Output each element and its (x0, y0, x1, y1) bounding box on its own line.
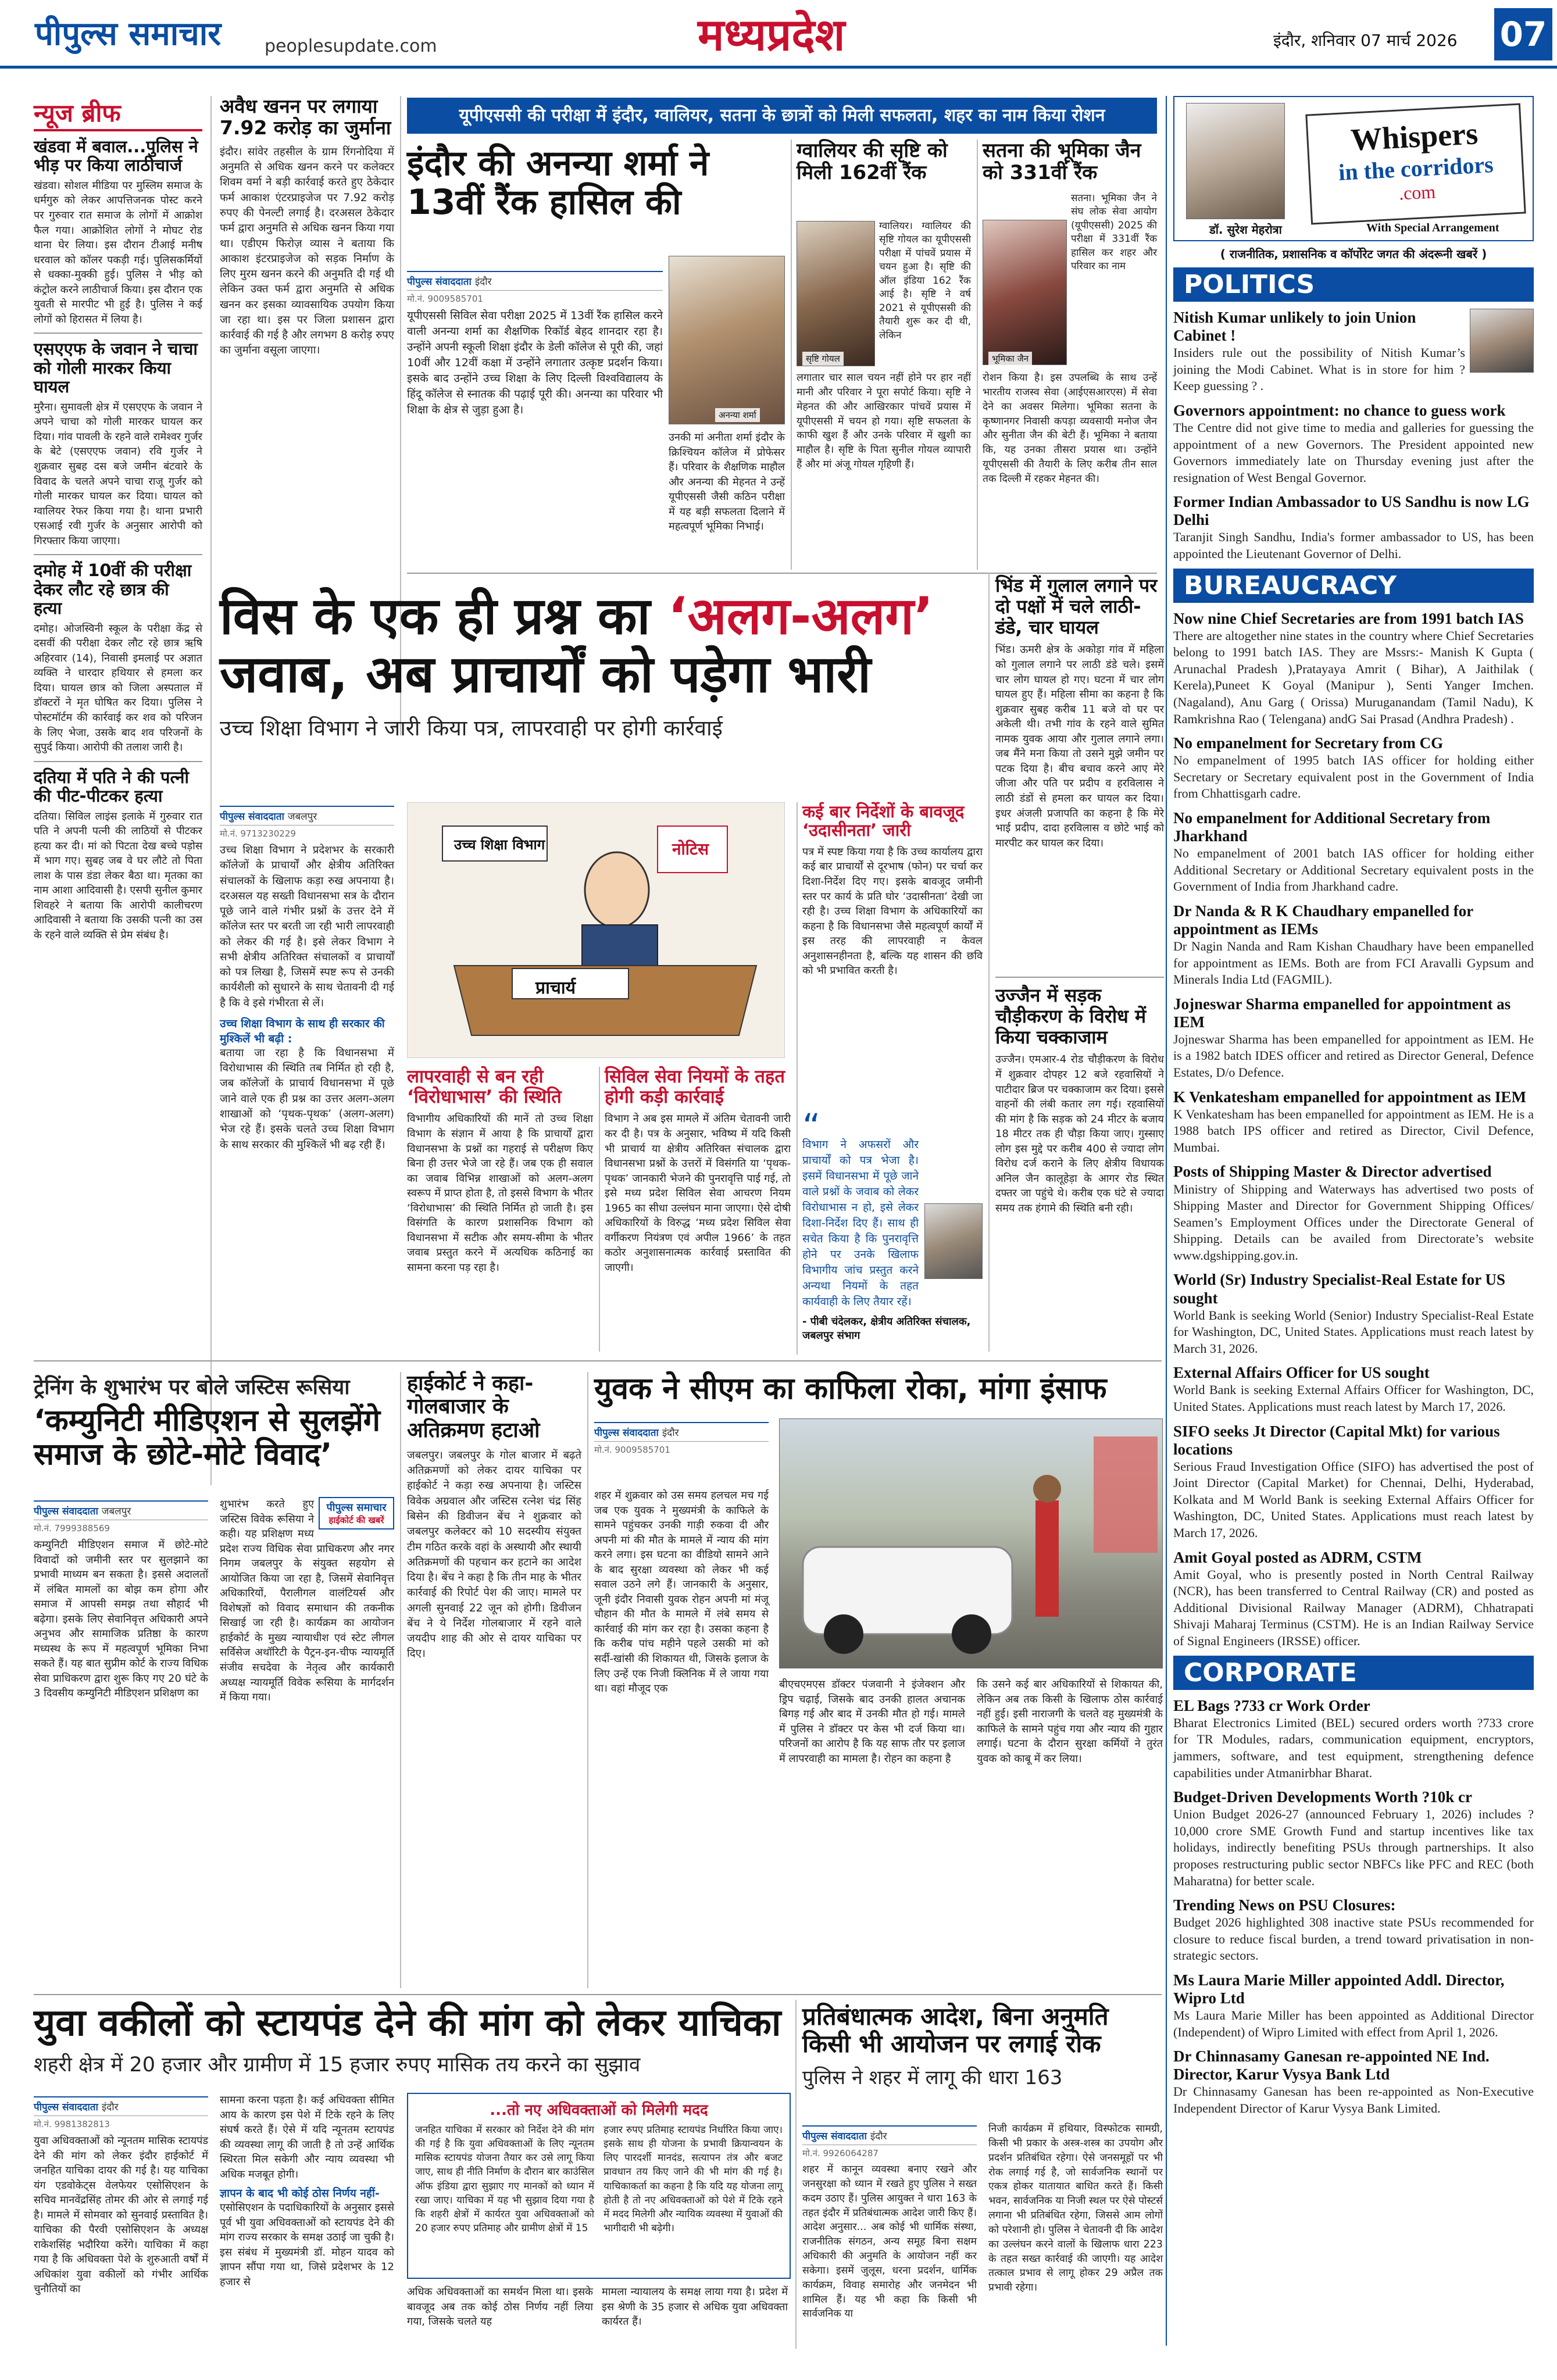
page-number: 07 (1494, 8, 1552, 60)
logo-paper-name: पीपुल्स समाचार (326, 1502, 387, 1514)
upsc-gwalior-text: ग्वालियर। ग्वालियर की सृष्टि गोयल का यूपीएससी परीक्षा में पांचवें प्रयास में चयन हुआ है। सृष्टि की ऑल इंडिया 162 रैंक आई है। सृष्टि ने वर्ष 2021 से यूपीएससी की तैयारी शुरू कर दी थी, लेकिन (879, 220, 971, 341)
item-text: Dr Nagin Nanda and Ram Kishan Chaudhary have been empanelled for appointment as IEMs. Both are from FCI Aravalli Gypsum and Minerals India Ltd (FAGMIL). (1173, 938, 1534, 987)
upsc-satna-story (983, 140, 1157, 184)
column-rule (210, 96, 212, 1485)
upsc-gwalior-title: ग्वालियर की सृष्टि को मिली 162वीं रैंक (797, 139, 948, 185)
nitish-kumar-photo (1470, 309, 1534, 373)
column-rule (791, 140, 792, 570)
lawyers-text-2: सामना करना पड़ता है। कई अधिवक्ता सीमित आय के कारण इस पेशे में टिके रहने के लिए संघर्ष करते हैं। ऐसे में यदि न्यूनतम स्टायपंड की व्यवस्था लागू की जाती है तो उन्हें आर्थिक स्थिरता मिल सकेगी और न्याय व्यवस्था भी अधिक मजबूत होगी। (220, 2094, 394, 2181)
divider (34, 333, 202, 334)
logo-line-3: .com (1398, 181, 1437, 204)
item-head: EL Bags ?733 cr Work Order (1173, 1696, 1370, 1714)
section-politics: POLITICS (1173, 267, 1534, 302)
politics-item (1173, 309, 1534, 395)
column-rule (587, 1372, 588, 1988)
principals-title-line2: जवाब, अब प्राचार्यों को पड़ेगा भारी (220, 644, 871, 705)
cm-convoy-story (594, 1372, 1164, 1406)
golbazar-text: जबलपुर। जबलपुर के गोल बाजार में बढ़ते अतिक्रमणों को लेकर दायर याचिका पर हाईकोर्ट ने कड़ा रुख अपनाया है। जस्टिस विवेक अग्रवाल और जस्टिस रत्नेश चंद्र सिंह बिसेन की डिवीजन बेंच ने शुक्रवार को जबलपुर कलेक्टर को 10 सदस्यीय संयुक्त टीम गठित करके वहां के अस्थायी और स्थायी अतिक्रमणों की पहचान कर हटाने का आदेश दिया है। बेंच ने कहा है कि तीन माह के भीतर कार्रवाई की रिपोर्ट पेश की जाए। मामले पर अगली सुनवाई 22 जून को होगी। डिवीजन बेंच ने ये निर्देश गोलबाजार में रहने वाले जयदीप शाह की ओर से दायर याचिका पर दिए। (407, 1449, 581, 1660)
logo-line-2: in the corridors (1338, 151, 1494, 185)
item-head: Jojneswar Sharma empanelled for appointment as IEM (1173, 995, 1511, 1031)
dateline: इंदौर, शनिवार 07 मार्च 2026 (1273, 31, 1458, 50)
column-rule (977, 140, 978, 570)
convoy-photo (779, 1418, 1163, 1668)
item-text: Bharat Electronics Limited (BEL) secured orders worth ?733 crore for TR Modules, radars, communication equipment, encryptors, jammers, software, and test equipment, strengthening defence capabilities under Atmanirbhar Bharat. (1173, 1715, 1534, 1780)
box-text: विभाग ने अब इस मामले में अंतिम चेतावनी जारी कर दी है। पत्र के अनुसार, भविष्य में यदि किसी भी प्राचार्य या क्षेत्रीय अतिरिक्त संचालक द्वारा विधानसभा प्रश्नों के उत्तरों में विसंगति या ‘पृथक-पृथक’ जानकारी भेजने की पुनरावृत्ति पाई गई, तो इसे मध्य प्रदेश सिविल सेवा आचरण नियम 1965 का सीधा उल्लंघन माना जाएगा। ऐसे दोषी अधिकारियों के विरुद्ध ‘मध्य प्रदेश सिविल सेवा वर्गीकरण नियंत्रण एवं अपील 1966’ के तहत कठोर अनुशासनात्मक कार्रवाई प्रस्तावित की जाएगी। (605, 1113, 791, 1274)
box-text: विभागीय अधिकारियों की मानें तो उच्च शिक्षा विभाग के संज्ञान में आया है कि प्राचार्यों द्वारा विधानसभा के प्रश्नों का गहराई से परीक्षण किए बिना ही उत्तर भेजे जा रहे हैं। जब एक ही सवाल का जवाब विभिन्न शाखाओं को अलग-अलग स्वरूप में प्राप्त होता है, तो इससे विभाग के भीतर ‘विरोधाभास’ की स्थिति निर्मित हो जाती है। इस विसंगति के कारण प्रशासनिक विभाग को विधानसभा में सटीक और समय-सीमा के भीतर जवाब प्रस्तुत करने में अत्यधिक कठिनाई का सामना करना पड़ रहा है। (407, 1113, 593, 1274)
item-head: Posts of Shipping Master & Director advertised (1173, 1163, 1492, 1181)
cm-convoy-title: युवक ने सीएम का काफिला रोका, मांगा इंसाफ (594, 1371, 1107, 1406)
mediation-story (34, 1372, 406, 1471)
arrangement-note: With Special Arrangement (1366, 221, 1499, 234)
brief-title: दतिया में पति ने की पत्नी की पीट-पीटकर हत्या (34, 767, 189, 806)
lawyers-text-4: अधिक अधिवक्ताओं का समर्थन मिला था। इसके बावजूद अब तक कोई ठोस निर्णय नहीं लिया गया, जिसके चलते यह (407, 2286, 593, 2328)
section-title: मध्यप्रदेश (698, 9, 845, 60)
brief-title: दमोह में 10वीं की परीक्षा देकर लौट रहे छात्र की हत्या (34, 560, 192, 619)
lawyers-text-5: मामला न्यायालय के समक्ष लाया गया है। प्रदेश में इस श्रेणी के 35 हजार से अधिक युवा अधिवक्ता कार्यरत हैं। (602, 2286, 788, 2328)
item-text: Taranjit Singh Sandhu, India's former ambassador to US, has been appointed the Lieutenant Governor of Delhi. (1173, 530, 1534, 561)
mediation-text: कम्युनिटी मीडिएशन समाज में छोटे-मोटे विवादों को जमीनी स्तर पर सुलझाने का प्रभावी माध्यम बन सकता है। इससे अदालतों में लंबित मामलों का बोझ कम होगा और समाज में आपसी समझ तथा सौहार्द भी बढ़ेगा। इसके लिए सेवानिवृत्त अधिकारी अपने अनुभव और सामाजिक प्रतिष्ठा के कारण मध्यस्थ के रूप में महत्वपूर्ण भूमिका निभा सकते हैं। यह बात सुप्रीम कोर्ट के राज्य विधिक सेवा प्राधिकरण द्वारा शुरू किए गए 20 घंटे के 3 दिवसीय कम्युनिटी मीडिएशन प्रशिक्षण का (34, 1539, 208, 1700)
news-brief-label: न्यूज ब्रीफ (34, 96, 202, 131)
box-title: ...तो नए अधिवक्ताओं को मिलेगी मदद (490, 2102, 708, 2119)
principals-box-2 (605, 1067, 791, 1275)
section163-body (802, 2122, 977, 2321)
principals-body (220, 802, 394, 1153)
principals-title-quote: ‘अलग-अलग’ (668, 586, 934, 646)
upsc-satna-title: सतना की भूमिका जैन को 331वीं रैंक (983, 139, 1141, 185)
mediation-body (34, 1497, 208, 1701)
principals-subhead: उच्च शिक्षा विभाग के साथ ही सरकार की मुश्किलें भी बढ़ी : (220, 1017, 385, 1045)
byline: पीपुल्स संवाददाता इंदौर (407, 271, 663, 291)
mobile-number: मो.नं. 9009585701 (594, 1445, 670, 1455)
highcourt-logo (319, 1497, 394, 1530)
principals-subtitle: उच्च शिक्षा विभाग ने जारी किया पत्र, लापरवाही पर होगी कार्रवाई (220, 715, 723, 741)
item-head: World (Sr) Industry Specialist-Real Estate for US sought (1173, 1271, 1505, 1307)
item-head: No empanelment for Additional Secretary from Jharkhand (1173, 809, 1491, 845)
lawyers-subtitle: शहरी क्षेत्र में 20 हजार और ग्रामीण में 15 हजार रुपए मासिक तय करने का सुझाव (34, 2053, 641, 2077)
item-head: No empanelment for Secretary from CG (1173, 734, 1444, 752)
principals-headline (220, 587, 976, 742)
section163-story (802, 2003, 1163, 2090)
mobile-number: मो.नं. 7999388569 (34, 1523, 110, 1534)
author-photo (1186, 103, 1285, 219)
column-rule (988, 573, 990, 1352)
cm-convoy-body (594, 1418, 769, 1459)
mobile-number: मो.नं. 9009585701 (407, 294, 483, 304)
item-head: Dr Nanda & R K Chaudhary empanelled for appointment as IEMs (1173, 902, 1473, 938)
brief-item (34, 340, 202, 548)
box-text-2: हजार रुपए प्रतिमाह स्टायपंड निर्धारित किया जाए। इसके साथ ही योजना के प्रभावी क्रियान्वयन के लिए पारदर्शी मानदंड, सत्यापन तंत्र और बजट प्रावधान तय किए जाने की भी मांग की गई है। याचिकाकर्ता का कहना है कि यदि यह योजना लागू होती है तो नए अधिवक्ताओं को पेशे में टिके रहने में मदद मिलेगी और न्यायिक व्यवस्था में युवाओं की भागीदारी भी बढ़ेगी। (603, 2124, 783, 2234)
lawyers-box (407, 2093, 791, 2279)
official-quote (802, 1106, 983, 1342)
item-head: Governors appointment: no chance to guess work (1173, 401, 1506, 419)
convoy-photo-drawing (780, 1419, 1163, 1669)
brief-text: मुरैना। सुमावली क्षेत्र में एसएएफ के जवान ने अपने चाचा को गोली मारकर घायल कर दिया। गांव पावली के रहने वाले रामेश्वर गुर्जर के बेटे (एसएएफ जवान) रवि गुर्जर ने शुक्रवार सुबह दस बजे जमीन बंटवारे के विवाद के चलते अपने चाचा राजू गुर्जर को गोली मारकर घायल कर दिया। घायल को ग्वालियर रेफर किया गया है। थाना प्रभारी एसआई रवी गुर्जर के अनुसार आरोपी को गिरफ्तार किया जाएगा। (34, 401, 202, 547)
item-text: No empanelment of 2001 batch IAS officer for holding either Additional Secretary or Additional Secretary equivalent posts in the Government of India from Jharkhand cadre. (1173, 846, 1534, 894)
cartoon-notice: नोटिस (672, 839, 709, 859)
photo-caption: भूमिका जैन (988, 352, 1032, 366)
brief-text: दतिया। सिविल लाइंस इलाके में गुरुवार रात पति ने अपनी पत्नी की लाठियों से पीटकर हत्या कर दी। मां को पिटता देख बच्चे पड़ोस में भाग गए। सुबह जब वे घर लौटे तो पिता लाश के पास डंडा लेकर बैठा था। मृतका का नाम आशा आदिवासी है। एसपी सुनील कुमार शिवहरे ने बताया कि आरोपी कालीचरण आदिवासी ने बताया कि उसकी पत्नी का उस के रहने वाले व्यक्ति से प्रेम संबंध है। (34, 810, 202, 941)
item-head: External Affairs Officer for US sought (1173, 1364, 1430, 1382)
column-rule (795, 2000, 797, 2349)
upsc-gwalior-story (797, 140, 971, 184)
item-head: Former Indian Ambassador to US Sandhu is now LG Delhi (1173, 493, 1530, 529)
section163-text-2: निजी कार्यक्रम में हथियार, विस्फोटक सामग्री, किसी भी प्रकार के अस्त्र-शस्त्र का उपयोग और प्रदर्शन प्रतिबंधित रहेगा। ऐसे जनसमूहों पर भी रोक लगाई गई है, जो सार्वजनिक स्थानों पर एकत्र होकर यातायात बाधित करते हैं। किसी भवन, सार्वजनिक या निजी स्थल पर ऐसे पोस्टर्स लगाना भी प्रतिबंधित रहेगा, जिससे आम लोगों को परेशानी हो। पुलिस ने चेतावनी दी कि आदेश का उल्लंघन करने वालों के खिलाफ धारा 223 के तहत सख्त कार्रवाई की जाएगी। यह आदेश तत्काल प्रभाव से लागू होकर 29 अप्रैल तक प्रभावी रहेगा। (988, 2123, 1163, 2294)
lawyers-text-3: एसोसिएशन के पदाधिकारियों के अनुसार इससे पूर्व भी युवा अधिवक्ताओं को स्टायपंड देने की मांग राज्य सरकार के समक्ष उठाई जा चुकी है। इस संबंध में मुख्यमंत्री डॉ. मोहन यादव को ज्ञापन सौंपा गया था, जिसे प्रदेशभर के 12 हजार से (220, 2202, 394, 2289)
upsc-banner: यूपीएससी की परीक्षा में इंदौर, ग्वालियर, सतना के छात्रों को मिली सफलता, शहर का नाम किया रोशन (407, 98, 1157, 134)
logo-line-1: Whispers (1349, 116, 1479, 158)
box-title: कई बार निर्देशों के बावजूद ‘उदासीनता’ जारी (802, 802, 965, 841)
brief-title: खंडवा में बवाल...पुलिस ने भीड़ पर किया लाठीचार्ज (34, 137, 198, 176)
byline: पीपुल्स संवाददाता जबलपुर (220, 806, 394, 826)
box-title: सिविल सेवा नियमों के तहत होगी कड़ी कार्रवाई (605, 1066, 785, 1107)
item-text: No empanelment of 1995 batch IAS officer for holding either Secretary or Secretary equivalent post in the Government of India from Chhattisgarh cadre. (1173, 753, 1534, 801)
mediation-body-2 (220, 1497, 394, 1705)
quote-text: विभाग ने अफसरों और प्राचार्यों को पत्र भेजा है। इसमें विधानसभा में पूछे जाने वाले प्रश्नों के जवाब को लेकर विरोधाभास न हो, इसे लेकर दिशा-निर्देश दिए हैं। साथ ही सचेत किया है कि पुनरावृत्ति होने पर उनके खिलाफ विभागीय जांच प्रस्तुत करने अन्यथा नियमों के तहत कार्यवाही के लिए तैयार रहें। (802, 1138, 919, 1308)
whispers-logo (1305, 103, 1526, 224)
lawyers-title: युवा वकीलों को स्टायपंड देने की मांग को लेकर याचिका (34, 2002, 781, 2045)
upsc-satna-text-2: रोशन किया है। इस उपलब्धि के साथ उन्हें भारतीय राजस्व सेवा (आईएसआरएस) में सेवा देने का अवसर मिलेगा। भूमिका सतना के कृष्णानगर निवासी कपड़ा व्यवसायी मनोज जैन और सुनीता जैन की बेटी हैं। भूमिका ने बताया कि, यह उनका तीसरा प्रयास था। उन्होंने यूपीएससी की तैयारी के लिए करीब तीन साल तक दिल्ली में रहकर मेहनत की। (983, 372, 1157, 485)
byline: पीपुल्स संवाददाता इंदौर (802, 2125, 977, 2145)
cartoon-sign: उच्च शिक्षा विभाग (454, 837, 545, 853)
principals-text-2: बताया जा रहा है कि विधानसभा में विरोधाभास की स्थिति तब निर्मित हो रही है, जब कॉलेजों के प्राचार्य विधानसभा में पूछे जाने वाले एक ही प्रश्न का उत्तर अलग-अलग शाखाओं को ‘पृथक-पृथक’ (अलग-अलग) भेज रहे हैं। इसके चलते उच्च शिक्षा विभाग के साथ सरकार की मुश्किलें भी बढ़ रही हैं। (220, 1046, 394, 1151)
item-text: Serious Fraud Investigation Office (SIFO) has advertised the post of Joint Director (Capital Market) for Chennai, Delhi, Hyderabad, Kolkata and M World Bank is seeking External Affairs Officer for Washington, DC, United States. Applications must reach latest by March 17, 2026. (1173, 1459, 1534, 1541)
item-text: World Bank is seeking External Affairs Officer for Washington, DC, United States. Applications must reach latest by March 17, 2026. (1173, 1382, 1534, 1414)
golbazar-story (407, 1372, 581, 1662)
item-head: Budget-Driven Developments Worth ?10k cr (1173, 1788, 1472, 1806)
item-text: K Venkatesham has been empanelled for appointment as IEM. He is a 1988 batch IPS officer and retired as Director, Civil Defence, Mumbai. (1173, 1106, 1534, 1155)
item-text: Insiders rule out the possibility of Nitish Kumar’s joining the Modi Cabinet. What is in store for him ? Keep guessing ? . (1173, 345, 1465, 394)
item-head: K Venkatesham empanelled for appointment as IEM (1173, 1088, 1527, 1106)
mediation-kicker: ट्रेनिंग के शुभारंभ पर बोले जस्टिस रूसिया (34, 1375, 350, 1399)
mediation-title: ‘कम्युनिटी मीडिएशन से सुलझेंगे समाज के छोटे-मोटे विवाद’ (34, 1403, 381, 1473)
golbazar-title: हाईकोर्ट ने कहा-गोलबाजार के अतिक्रमण हटाओ (407, 1371, 540, 1442)
box-text: जनहित याचिका में सरकार को निर्देश देने की मांग की गई है कि युवा अधिवक्ताओं के लिए न्यूनतम मासिक स्टायपंड योजना तैयार कर उसे लागू किया जाए, साथ ही नीति निर्माण के दौरान बार काउंसिल ऑफ इंडिया द्वारा सुझाए गए मानकों को ध्यान में रखा जाए। याचिका में यह भी सुझाव दिया गया है कि शहरी क्षेत्रों में कार्यरत युवा अधिवक्ताओं को 20 हजार रुपए प्रतिमाह और ग्रामीण क्षेत्रों में 15 (415, 2124, 594, 2234)
upsc-gwalior-text-2: लगातार चार साल चयन नहीं होने पर हार नहीं मानी और परिवार ने पूरा सपोर्ट किया। सृष्टि ने मेहनत की और आखिरकार पांचवें प्रयास में यूपीएससी में चयन हो गया। सृष्टि सफलता के काफी खुश हैं और उनके परिवार में खुशी का माहौल है। सृष्टि के पिता सुनील गोयल व्यापारी हैं और मां अंजू गोयल गृहिणी हैं। (797, 372, 971, 471)
item-head: Trending News on PSU Closures: (1173, 1896, 1396, 1914)
cm-convoy-text-3: कि उसने कई बार अधिकारियों से शिकायत की, लेकिन अब तक किसी के खिलाफ ठोस कार्रवाई नहीं हुई। इसी नाराजगी के चलते वह मुख्यमंत्री के काफिले के सामने पहुंच गया और न्याय की गुहार लगाई। घटना के दौरान सुरक्षा कर्मियों ने तुरंत युवक को काबू में कर लिया। (977, 1678, 1163, 1765)
byline: पीपुल्स संवाददाता इंदौर (34, 2096, 208, 2116)
brief-item (34, 768, 202, 943)
section163-title: प्रतिबंधात्मक आदेश, बिना अनुमति किसी भी आयोजन पर लगाई रोक (802, 2002, 1109, 2059)
photo-caption: सृष्टि गोयल (802, 352, 844, 366)
official-photo (924, 1203, 983, 1279)
item-text: There are altogether nine states in the country where Chief Secretaries belong to 1991 batch IAS. They are Mssrs:- Manish K Gupta ( Arunachal Pradesh ),Pratayaya Amrit ( Bihar), A Jaithilak ( Kerela),Puneet K Goyal (Manipur ), Senti Yanger Imchen. (Nagaland), Anu Garg ( Orissa) Muruganandam (Tamil Nadu), K Ramkrishna Rao ( Telengana) andG Sai Prasad (Andhra Pradesh) . (1173, 628, 1534, 726)
website-link[interactable]: peoplesupdate.com (265, 36, 437, 56)
mining-text: इंदौर। सांवेर तहसील के ग्राम रिंगनोदिया में अनुमति से अधिक खनन करने पर कलेक्टर शिवम वर्मा ने बड़ी कार्रवाई करते हुए ठेकेदार फर्म आकाश एंटरप्राइजेज पर 7.92 करोड़ रुपए की पेनल्टी लगाई है। दरअसल ठेकेदार फर्म द्वारा अनुमति से अधिक खनन किया गया था। एडीएम फिरोज़ व्यास ने बताया कि आकाश इंटरप्राइजेज को सड़क निर्माण के लिए मुरम खनन करने की अनुमति दी गई थी लेकिन उक्त फर्म द्वारा अनुमति से अधिक खनन कर इसका व्यावसायिक उपयोग किया जा रहा था। इस पर जिला प्रशासन द्वारा कार्रवाई की गई है और लगभग 8 करोड़ रुपए का जुर्माना वसूला जाएगा। (220, 145, 394, 357)
item-head: Now nine Chief Secretaries are from 1991 batch IAS (1173, 609, 1524, 627)
divider (34, 761, 202, 762)
item-text: Jojneswar Sharma has been empanelled for appointment as IEM. He is a 1982 batch IDES officer and retired as Director General, Defence Estates, D/o Defence. (1173, 1031, 1534, 1080)
mobile-number: मो.नं. 9713230229 (220, 828, 296, 839)
quote-attribution: - पीबी चंदेलकर, क्षेत्रीय अतिरिक्त संचालक, जबलपुर संभाग (802, 1315, 971, 1342)
upsc-indore-text: यूपीएससी सिविल सेवा परीक्षा 2025 में 13वीं रैंक हासिल करने वाली अनन्या शर्मा का शैक्षणिक रिकॉर्ड बेहद शानदार रहा है। उन्होंने अपनी स्कूली शिक्षा इंदौर के डेली कॉलेज से पूरी की, जहां 10वीं और 12वीं कक्षा में उन्होंने लगातार उत्कृष्ट प्रदर्शन किया। इसके बाद उन्होंने उच्च शिक्षा के लिए दिल्ली विश्वविद्यालय के हिंदू कॉलेज से स्नातक की पढ़ाई पूरी की। अनन्या का परिवार भी शिक्षा के क्षेत्र से जुड़ा हुआ है। (407, 309, 663, 416)
mediation-text-2: शुभारंभ करते हुए जस्टिस विवेक रूसिया ने कही। यह प्रशिक्षण मध्य प्रदेश राज्य विधिक सेवा प्राधिकरण और नगर निगम जबलपुर के संयुक्त सहयोग से आयोजित किया जा रहा है, जिसमें सेवानिवृत्त अधिकारियों, पैरालीगल वालंटियर्स और विशेषज्ञों को विवाद समाधान की तकनीक सिखाई जा रही है। कार्यक्रम का आयोजन हाईकोर्ट के मुख्य न्यायाधीश एवं स्टेट लीगल सर्विसेज अथॉरिटी के पैट्रन-इन-चीफ न्यायमूर्ति संजीव सचदेवा के नेतृत्व और कार्यकारी अध्यक्ष न्यायमूर्ति विवेक रूसिया के मार्गदर्शन में किया गया। (220, 1498, 394, 1704)
principals-text: उच्च शिक्षा विभाग ने प्रदेशभर के सरकारी कॉलेजों के प्राचार्यों और क्षेत्रीय अतिरिक्त संचालकों के खिलाफ कड़ा रुख अपनाया है। दरअसल यह सख्ती विधानसभा सत्र के दौरान पूछे जाने वाले गंभीर प्रश्नों के उत्तर देने में कॉलेज स्तर पर बरती जा रही भारी लापरवाही को लेकर की गई है। इसे लेकर विभाग ने सभी क्षेत्रीय अतिरिक्त संचालकों व प्राचार्यों को पत्र लिखा है, जिसमें स्पष्ट रूप से उनकी कार्यशैली को सुधारने के साथ चेतावनी दी गई है कि वे इसे गंभीरता से लें। (220, 844, 394, 1009)
lawyers-body (34, 2093, 208, 2297)
section-divider (34, 1994, 1162, 1995)
lawyers-text: युवा अधिवक्ताओं को न्यूनतम मासिक स्टायपंड देने की मांग को लेकर इंदौर हाईकोर्ट में जनहित याचिका दायर की गई है। यह याचिका यंग एडवोकेट्स वेलफेयर एसोसिएशन के सचिव मानवेंद्रसिंह तोमर की ओर से लगाई गई है। मामले में सोमवार को सुनवाई प्रस्तावित है। याचिका की पैरवी एसोसिएशन के अध्यक्ष राकेशसिंह भदौरिया करेंगे। याचिका में कहा गया है कि अधिवक्ता पेशे के शुरुआती वर्षों में अधिकांश युवा वकीलों को गंभीर आर्थिक चुनौतियों का (34, 2135, 208, 2296)
section-bureaucracy: BUREAUCRACY (1173, 569, 1534, 603)
bhind-text: भिंड। ऊमरी क्षेत्र के अकोड़ा गांव में महिला को गुलाल लगाने पर लाठी डंडे चले। इसमें चार लोग घायल हो गए। घटना में चार लोग घायल हुए हैं। महिला सीमा का कहना है कि शुक्रवार सुबह करीब 11 बजे वो घर पर अकेली थी। तभी गांव के रहने वाले सुमित नामक युवक आया और गुलाल लगाने लगा। जब मैंने मना किया तो उसने मुझे जमीन पर पटक दिया है। बीच बचाव करने आए मेरे जीजा और पति पर प्रदीप व हरविलास ने लाठी डंडों से हमला कर घायल कर दिया। इधर अंजली प्रजापति का कहना है कि मेरे भाई प्रदीप, दादा हरविलास व छोटे भाई को मारपीट कर घायल कर दिया। (995, 644, 1164, 849)
cartoon-illustration (407, 802, 785, 1058)
paper-logo: पीपुल्स समाचार (35, 15, 222, 53)
section-divider (34, 1360, 1162, 1361)
lawyers-subhead: ज्ञापन के बाद भी कोई ठोस निर्णय नहीं- (220, 2187, 380, 2200)
item-head: Ms Laura Marie Miller appointed Addl. Director, Wipro Ltd (1173, 1971, 1505, 2007)
upsc-satna-text: सतना। भूमिका जैन ने संघ लोक सेवा आयोग (यूपीएससी) 2025 की परीक्षा में 331वीं रैंक हासिल कर शहर और परिवार का नाम (1071, 192, 1157, 273)
principals-box-3 (802, 802, 983, 978)
section-divider (407, 573, 1157, 574)
column-rule (1166, 96, 1167, 2346)
item-text: Ms Laura Marie Miller has been appointed as Additional Director (Independent) of Wipro Limited with effect from April 1, 2026. (1173, 2008, 1534, 2039)
divider (34, 554, 202, 555)
brief-item (34, 561, 202, 755)
masthead (0, 0, 1557, 69)
column-rule (400, 1372, 401, 1988)
section-corporate: CORPORATE (1173, 1656, 1534, 1690)
cm-convoy-text-2: बीएचएमएस डॉक्टर पंजवानी ने इंजेक्शन और ड्रिप चढ़ाई, जिसके बाद उनकी हालत अचानक बिगड़ गई और बाद में उनकी मौत हो गई। मामले में पुलिस ने डॉक्टर पर केस भी दर्ज किया था। परिजनों का आरोप है कि यह साफ तौर पर इलाज में लापरवाही का मामला है। रोहन का कहना है (779, 1678, 965, 1765)
cartoon-desk-label: प्राचार्य (535, 978, 576, 998)
item-text: Budget 2026 highlighted 308 inactive state PSUs recommended for closure to reduce fiscal burden, a trend toward privatisation in non-strategic sectors. (1173, 1915, 1534, 1963)
lawyers-story (34, 2003, 790, 2078)
item-head: Dr Chinnasamy Ganesan re-appointed NE Ind. Director, Karur Vysya Bank Ltd (1173, 2047, 1490, 2084)
mobile-number: मो.नं. 9981382813 (34, 2119, 110, 2129)
srishti-goyal-photo (797, 221, 875, 366)
item-head: Amit Goyal posted as ADRM, CSTM (1173, 1548, 1422, 1566)
byline: पीपुल्स संवाददाता जबलपुर (34, 1500, 208, 1520)
item-head: SIFO seeks Jt Director (Capital Mkt) for various locations (1173, 1422, 1500, 1458)
box-text: पत्र में स्पष्ट किया गया है कि उच्च कार्यालय द्वारा कई बार प्राचार्यों से दूरभाष (फोन) पर चर्चा कर दिशा-निर्देश दिए गए। इसके बावजूद जमीनी स्तर पर कार्य के प्रति घोर ‘उदासीनता’ देखी जा रही है। उच्च शिक्षा विभाग के अधिकारियों का कहना है कि विधानसभा जैसे महत्वपूर्ण कार्यों में इस तरह की लापरवाही न केवल अनुशासनहीनता है, बल्कि यह शासन की छवि को भी प्रभावित करती है। (802, 845, 983, 977)
mining-title: अवैध खनन पर लगाया 7.92 करोड़ का जुर्माना (220, 95, 391, 139)
brief-text: दमोह। ओजस्विनी स्कूल के परीक्षा केंद्र से दसवीं की परीक्षा देकर लौट रहे छात्र ऋषि अहिरवार (14), निवासी इमलाई पर अज्ञात व्यक्ति ने धारदार हथियार से हमला कर दिया। घायल छात्र को जिला अस्पताल में डॉक्टरों ने मृत घोषित कर दिया। पुलिस ने पोस्टमॉर्टम की कार्रवाई कर शव को परिजन के लिए भेजा, उसके बाद शव परिजनों के सुपुर्द किया। आरोपी की तलाश जारी है। (34, 622, 202, 754)
author-name: डॉ. सुरेश मेहरोत्रा (1209, 223, 1282, 237)
quote-mark-icon: “ (802, 1106, 821, 1147)
lawyers-body-2 (220, 2093, 394, 2290)
bhind-title: भिंड में गुलाल लगाने पर दो पक्षों में चले लाठी-डंडे, चार घायल (995, 574, 1158, 638)
ujjain-text: उज्जैन। एमआर-4 रोड चौड़ीकरण के विरोध में शुक्रवार दोपहर 12 बजे रहवासियों ने पाटीदार ब्रिज पर चक्काजाम कर दिया। इससे वाहनों की लंबी कतार लग गई। रहवासियों की मांग है कि सड़क को 24 मीटर के बजाय 18 मीटर तक ही चौड़ा किया जाए। गुस्साए लोग इस मुद्दे पर करीब 400 से ज्यादा लोग विरोध दर्ज कराने के लिए क्षेत्रीय विधायक अनिल जैन कालूहेड़ा के आगर रोड स्थित दफ्तर जा पहुंचे थे। करीब एक घंटे से ज्यादा समय तक हंगामे की स्थिति बनी रही। (995, 1053, 1164, 1214)
whispers-tagline: ( राजनीतिक, प्रशासनिक व कॉर्पोरेट जगत की अंदरूनी खबरें ) (1220, 247, 1487, 261)
item-text: Amit Goyal, who is presently posted in North Central Railway (NCR), has been transferred to Central Railway (CR) and posted as Additional Divisional Railway Manager (ADRM), Chhatrapati Shivaji Maharaj Terminus (CSTM). He is an Indian Railway Service of Signal Engineers (IRSSE) officer. (1173, 1567, 1534, 1649)
column-rule (797, 802, 798, 1355)
upsc-indore-text-2: उनकी मां अनीता शर्मा इंदौर के क्रिश्चियन कॉलेज में प्रोफेसर हैं। परिवार के शैक्षणिक माहौल और अनन्या की मेहनत ने उन्हें यूपीएससी जैसी कठिन परीक्षा में यह बड़ी सफलता दिलाने में महत्वपूर्ण भूमिका निभाई। (669, 431, 785, 533)
ujjain-story (995, 985, 1164, 1216)
mobile-number: मो.नं. 9926064287 (802, 2148, 879, 2159)
item-text: Ministry of Shipping and Waterways has advertised two posts of Shipping Master and Director for Government Shipping Offices/ Seamen’s Employment Offices under the Directorate General of Shipping. Details can be availed from Directorate’s website www.dgshipping.gov.in. (1173, 1181, 1534, 1263)
item-head: Nitish Kumar unlikely to join Union Cabinet ! (1173, 309, 1416, 345)
item-text: Dr Chinnasamy Ganesan has been re-appointed as Non-Executive Independent Director of Karur Vysya Bank Limited. (1173, 2084, 1534, 2115)
logo-subtitle: हाईकोर्ट की खबरें (328, 1515, 384, 1525)
brief-item (34, 137, 202, 327)
divider (995, 977, 1164, 978)
principals-box-1 (407, 1067, 593, 1275)
upsc-indore-title: इंदौर की अनन्या शर्मा ने 13वीं रैंक हासिल की (407, 143, 709, 223)
cm-convoy-text: शहर में शुक्रवार को उस समय हलचल मच गई जब एक युवक ने मुख्यमंत्री के काफिले के सामने पहुंचकर उनकी गाड़ी रुकवा दी और अपनी मां की मौत के मामले में न्याय की मांग करने लगा। इस घटना का वीडियो सामने आने के बाद सुरक्षा व्यवस्था को लेकर भी कई सवाल उठने लगे हैं। जानकारी के अनुसार, जूनी इंदौर निवासी युवक रोहन अपनी मां मंजू चौहान की मौत के मामले में लंबे समय से कार्रवाई की मांग कर रहा है। उसका कहना है कि करीब पांच महीने पहले उसकी मां को सर्दी-खांसी की शिकायत थी, जिसके इलाज के लिए उन्हें एक निजी क्लिनिक में ले जाया गया था। वहां मौजूद एक (594, 1489, 769, 1695)
ananya-sharma-photo (669, 256, 785, 424)
news-brief-column (34, 96, 202, 942)
item-text: World Bank is seeking World (Senior) Industry Specialist-Real Estate for Washington, DC, United States. Applications must reach latest by March 31, 2026. (1173, 1307, 1534, 1356)
section163-subtitle: पुलिस ने शहर में लागू की धारा 163 (802, 2066, 1063, 2090)
upsc-indore-story (407, 144, 767, 222)
upsc-indore-body (407, 267, 663, 418)
item-text: Union Budget 2026-27 (announced February 1, 2026) includes ?10,000 crore SME Growth Fund and startup incentives like tax holidays, indirectly benefiting PSUs through partnerships. It also proposes restructuring public sector NBFCs like PFC and REC (both Maharatna) for better scale. (1173, 1807, 1534, 1888)
item-text: The Centre did not give time to media and galleries for guessing the appointment of a new Governors. The President appointed new Governors immediately late on Thursday evening just after the resignation of West Bengal Governor. (1173, 420, 1534, 485)
brief-text: खंडवा। सोशल मीडिया पर मुस्लिम समाज के धर्मगुरु को लेकर आपत्तिजनक पोस्ट करने पर गुरुवार रात समाज के लोगों में आक्रोश फैल गया। आक्रोशित लोगों ने मोघट रोड थाना घेर लिया। इस दौरान टीआई मनीष धरवाल को कॉलर पकड़ी गई। पुलिसकर्मियों से धक्का-मुक्की हुई। पुलिस ने भीड़ को कंट्रोल करने लाठीचार्ज किया। इस दौरान एक युवती से मारपीट भी हुई है। पुलिस ने कई लोगों को हिरासत में लिया है। (34, 179, 202, 326)
principals-title: विस के एक ही प्रश्न का ‘अलग-अलग’ (220, 586, 934, 646)
mining-story (220, 96, 394, 359)
bhind-story (995, 576, 1164, 850)
brief-title: एसएएफ के जवान ने चाचा को गोली मारकर किया घायल (34, 339, 198, 397)
bhumika-jain-photo (983, 220, 1067, 365)
column-rule (599, 1067, 600, 1352)
whispers-header (1173, 96, 1534, 241)
box-title: लापरवाही से बन रही ‘विरोधाभास’ की स्थिति (407, 1066, 562, 1107)
byline: पीपुल्स संवाददाता इंदौर (594, 1422, 769, 1442)
section163-text: शहर में कानून व्यवस्था बनाए रखने और जनसुरक्षा को ध्यान में रखते हुए पुलिस ने सख्त कदम उठाए हैं। पुलिस आयुक्त ने धारा 163 के तहत इंदौर में प्रतिबंधात्मक आदेश जारी किए हैं। आदेश अनुसार... अब कोई भी धार्मिक संस्था, राजनीतिक संगठन, अन्य समूह बिना सक्षम अधिकारी की अनुमति के आयोजन नहीं कर सकेगा। इसमें जुलूस, धरना प्रदर्शन, धार्मिक कार्यक्रम, विवाह समारोह और जनमेदन भी शामिल हैं। यह भी कहा कि किसी भी सार्वजनिक या (802, 2164, 977, 2320)
photo-caption: अनन्या शर्मा (715, 408, 760, 422)
whispers-column (1173, 96, 1534, 2117)
ujjain-title: उज्जैन में सड़क चौड़ीकरण के विरोध में किया चक्काजाम (995, 984, 1147, 1048)
